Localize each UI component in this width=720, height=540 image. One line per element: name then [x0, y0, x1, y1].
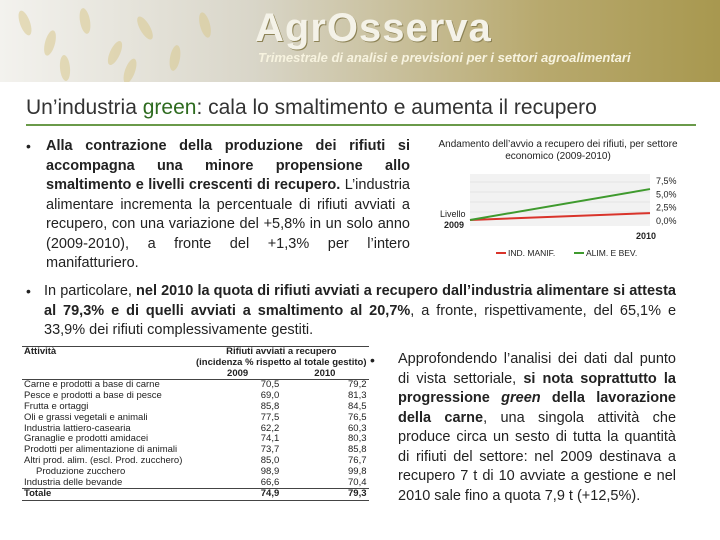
- chart-title: Andamento dell’avvio a recupero dei rifiuti, per settore economico (2009-2010): [438, 139, 678, 162]
- bullet1-text: L’industria alimentare incrementa la percentuale di rifiuti avviati a recupero, con una variazione del +5,8% in un solo anno (2009-2010), a fronte del +1,3% per l’intero manifatturiero.: [46, 177, 410, 271]
- table-cell-label: Oli e grassi vegetali e animali: [24, 411, 148, 423]
- bullet2-bold: nel 2010 la quota di rifiuti avviati a recupero dall’industria alimentare si attesta al 79,3% e di quelli avviati a smaltimento al 20,7%: [44, 283, 676, 319]
- table-cell-2010: 80,3: [348, 433, 367, 445]
- chart-y-tick-label: 5,0%: [656, 189, 677, 200]
- bullet-marker: •: [26, 283, 31, 299]
- title-prefix: Un’industria: [26, 96, 143, 119]
- bullet-marker: •: [26, 138, 31, 154]
- chart-x-label-start-year: 2009: [444, 220, 465, 230]
- table-cell-label: Frutta e ortaggi: [24, 400, 89, 412]
- table-cell-label: Pesce e prodotti a base di pesce: [24, 390, 162, 402]
- chart-x-label-start: Livello: [440, 209, 466, 219]
- table-cell-label: Altri prod. alim. (escl. Prod. zucchero): [24, 454, 183, 466]
- table-cell-2010: 79,2: [348, 379, 367, 391]
- table-cell-2010: 60,3: [348, 422, 367, 434]
- wheat-decoration: [0, 0, 230, 82]
- table-cell-2010: 76,5: [348, 411, 367, 423]
- table-cell-2010: 70,4: [348, 476, 367, 488]
- table-cell-2009: 69,0: [260, 390, 280, 402]
- line-chart: [438, 172, 720, 262]
- chart-y-tick-label: 7,5%: [656, 176, 677, 186]
- table-cell-label: Prodotti per alimentazione di animali: [24, 444, 178, 456]
- brand-logo-text: AgrOsserva: [255, 6, 492, 50]
- bullet2-text-2: , a fronte, rispettivamente, del 65,1% e 33,9% dei rifiuti complessivamente gestiti.: [44, 302, 677, 338]
- bullet-marker: •: [370, 352, 375, 368]
- table-cell-2010: 99,8: [348, 465, 367, 477]
- table-year-2010: 2010: [281, 369, 368, 380]
- waste-recovery-table: [22, 346, 369, 501]
- title-green-word: green: [142, 96, 197, 119]
- bullet-paragraph-3: [398, 350, 676, 506]
- table-group-subheader: (incidenza % rispetto al totale gestito): [196, 356, 367, 368]
- table-cell-label: Granaglie e prodotti amidacei: [24, 433, 149, 445]
- table-cell-2010: 81,3: [348, 390, 367, 402]
- chart-legend-label: ALIM. E BEV.: [586, 248, 638, 258]
- table-cell-2009: 73,7: [260, 444, 280, 456]
- table-total-row: [22, 489, 369, 501]
- table-cell-2009: 62,2: [260, 422, 280, 434]
- table-row: [22, 478, 369, 489]
- table-cell-label: Carne e prodotti a base di carne: [24, 379, 160, 391]
- table-cell-2009: 74,1: [260, 433, 280, 445]
- table-cell-2009: 66,6: [260, 476, 280, 488]
- title-suffix: : cala lo smaltimento e aumenta il recupero: [196, 96, 597, 119]
- table-cell-2010: 84,5: [348, 400, 367, 412]
- table-cell-2009: 85,0: [260, 454, 280, 466]
- bullet3-text-1: Approfondendo l’analisi dei dati dal punto di vista settoriale,: [398, 351, 676, 387]
- chart-y-tick-label: 2,5%: [656, 202, 677, 213]
- chart-x-label-end: 2010: [636, 231, 657, 241]
- table-group-header: Rifiuti avviati a recupero: [194, 347, 369, 358]
- bullet3-green-word: green: [501, 390, 541, 406]
- table-cell-2009: 74,9: [194, 489, 281, 501]
- table-row: [22, 413, 369, 424]
- bullet2-text-1: In particolare,: [44, 283, 137, 299]
- bullet-paragraph-1: [46, 137, 410, 274]
- bullet3-text-2: , una singola attività che produce circa un sesto di tutta la quantità di rifiuti del settore: nel 2009 destinava a recupero 7 t di 10 avviate a gestione e nel 2010 sale fino a quota 7,9 t (+12,5%).: [398, 409, 677, 504]
- table-col-header: Attività: [22, 347, 194, 358]
- table-cell-2009: 77,5: [260, 411, 280, 423]
- table-cell-label: Industria lattiero-casearia: [24, 422, 131, 434]
- bullet3-bold-1: si nota soprattutto la progressione: [398, 370, 676, 406]
- table-cell-label: Totale: [22, 489, 194, 501]
- table-cell-2010: 79,3: [281, 489, 368, 501]
- table-year-2009: 2009: [194, 369, 281, 380]
- header-banner: [0, 0, 720, 82]
- table-cell-2009: 85,8: [260, 400, 280, 412]
- table-row: [22, 467, 369, 478]
- table-cell-2010: 85,8: [348, 444, 367, 456]
- chart-y-tick-label: 0,0%: [656, 216, 677, 226]
- table-cell-2009: 70,5: [260, 379, 280, 391]
- title-divider: [26, 124, 696, 126]
- table-cell-label: Produzione zucchero: [36, 465, 126, 477]
- bullet1-bold: Alla contrazione della produzione dei rifiuti si accompagna una minore propensione allo smaltimento e livelli crescenti di recupero.: [46, 138, 410, 193]
- bullet-paragraph-2: [44, 282, 676, 341]
- table-cell-2010: 76,7: [348, 454, 367, 466]
- brand-tagline: Trimestrale di analisi e previsioni per i settori agroalimentari: [258, 50, 631, 65]
- chart-legend-label: IND. MANIF.: [508, 248, 556, 258]
- bullet3-bold-2: della lavorazione della carne: [398, 390, 676, 426]
- table-cell-2009: 98,9: [260, 465, 280, 477]
- slide-title: [26, 96, 597, 120]
- table-cell-label: Industria delle bevande: [24, 476, 123, 488]
